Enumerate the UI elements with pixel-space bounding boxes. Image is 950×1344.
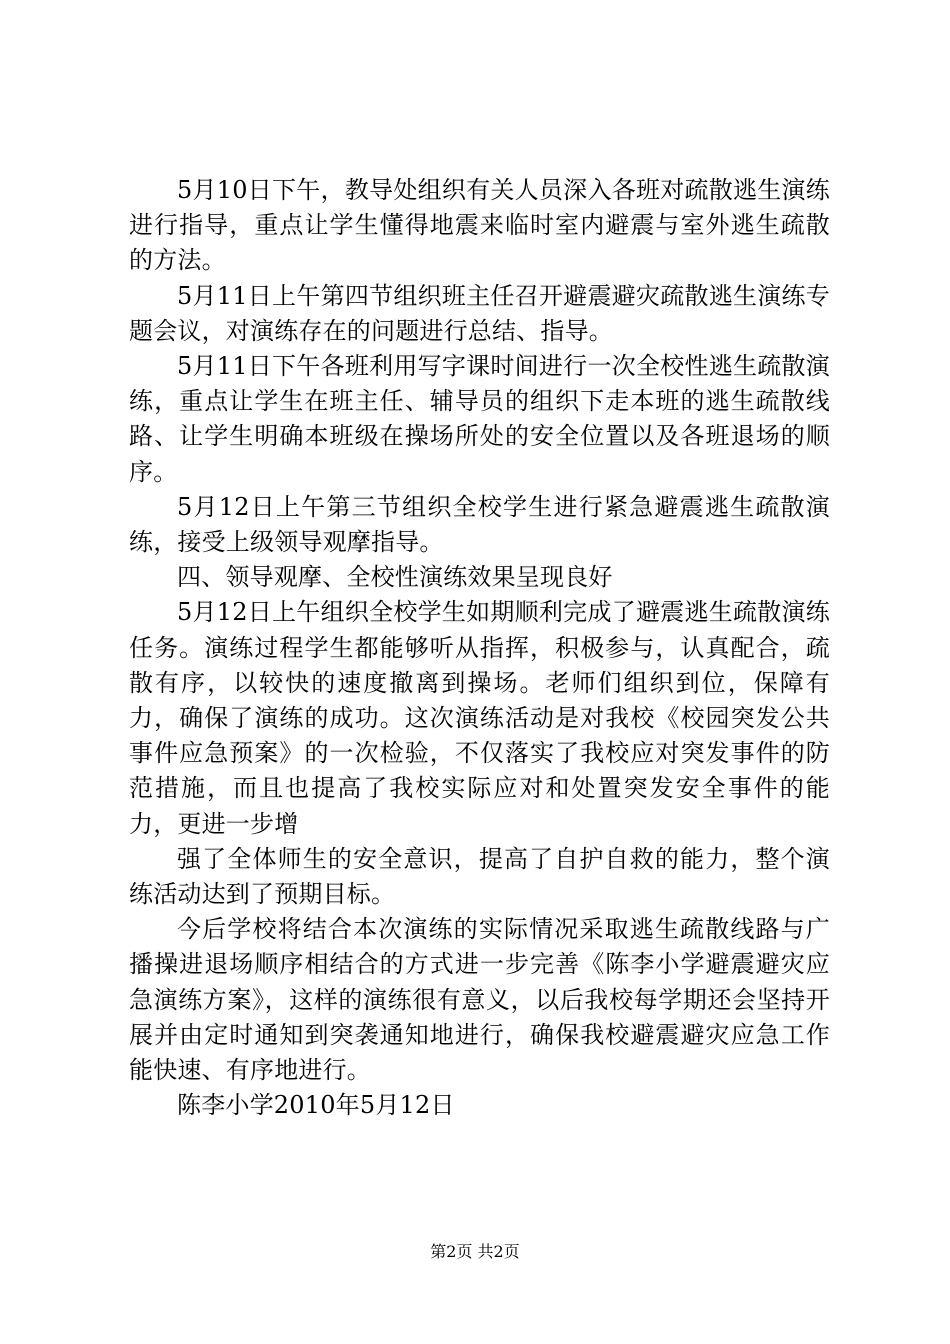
paragraph-1: 5月10日下午，教导处组织有关人员深入各班对疏散逃生演练进行指导，重点让学生懂得地震来临时室内避震与室外逃生疏散的方法。 <box>129 176 830 275</box>
paragraph-7: 今后学校将结合本次演练的实际情况采取逃生疏散线路与广播操进退场顺序相结合的方式进一步完善《陈李小学避震避灾应急演练方案》，这样的演练很有意义，以后我校每学期还会坚持开展并由定时通知到突袭通知地进行，确保我校避震避灾应急工作能快速、有序地进行。 <box>129 915 830 1085</box>
paragraph-6: 强了全体师生的安全意识，提高了自护自救的能力，整个演练活动达到了预期目标。 <box>129 844 830 909</box>
section-heading: 四、领导观摩、全校性演练效果呈现良好 <box>177 563 613 592</box>
paragraph-4: 5月12日上午第三节组织全校学生进行紧急避震逃生疏散演练，接受上级领导观摩指导。 <box>129 492 830 557</box>
paragraph-3: 5月11日下午各班利用写字课时间进行一次全校性逃生疏散演练，重点让学生在班主任、辅导员的组织下走本班的逃生疏散线路、让学生明确本班级在操场所处的安全位置以及各班退场的顺序。 <box>129 352 830 486</box>
paragraph-5: 5月12日上午组织全校学生如期顺利完成了避震逃生疏散演练任务。演练过程学生都能够听从指挥，积极参与，认真配合，疏散有序，以较快的速度撤离到操场。老师们组织到位，保障有力，确保了演练的成功。这次演练活动是对我校《校园突发公共事件应急预案》的一次检验，不仅落实了我校应对突发事件的防范措施，而且也提高了我校实际应对和处置突发安全事件的能力，更进一步增 <box>129 598 830 838</box>
document-body <box>129 173 830 1123</box>
signature-date: 陈李小学2010年5月12日 <box>177 1091 455 1120</box>
page-footer: 第2页 共2页 <box>430 1242 520 1261</box>
paragraph-2: 5月11日上午第四节组织班主任召开避震避灾疏散逃生演练专题会议，对演练存在的问题进行总结、指导。 <box>129 281 830 345</box>
